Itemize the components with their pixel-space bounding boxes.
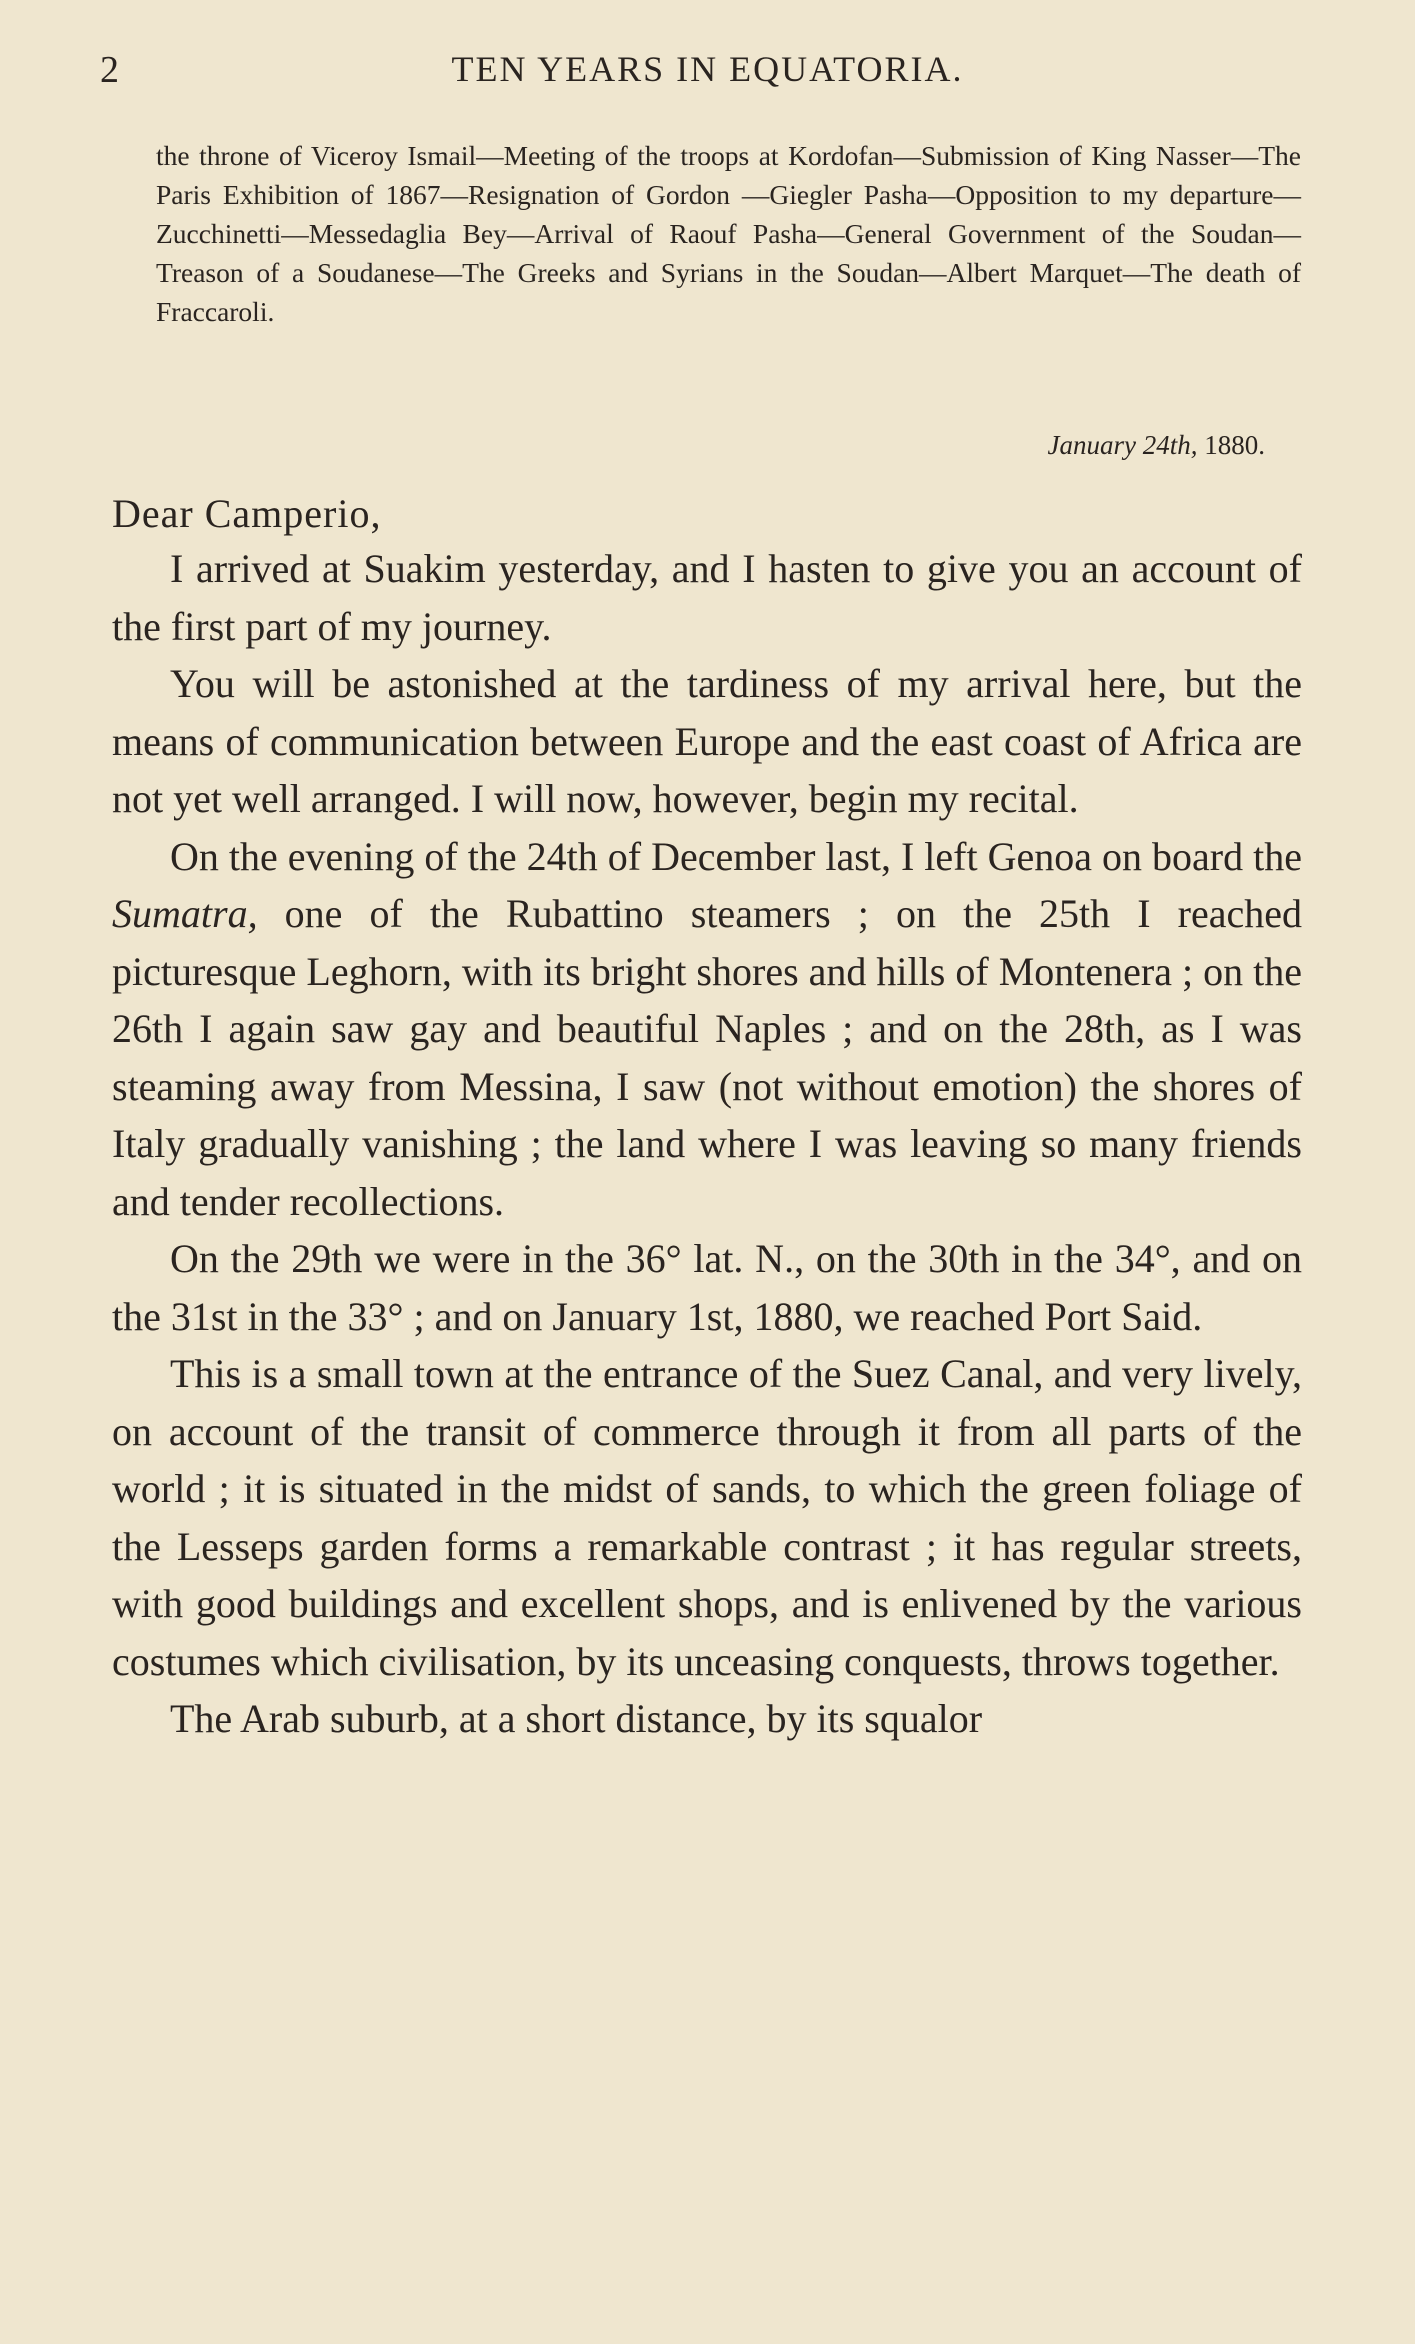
paragraph: On the 29th we were in the 36° lat. N., on the 30th in the 34°, and on the 31st in the 33° ; and on January 1st, 1880, we reached Port Said.	[112, 1236, 1302, 1339]
paragraph: The Arab suburb, at a short distance, by its squalor	[170, 1696, 983, 1741]
date-month: January	[1047, 430, 1136, 460]
paragraph	[112, 828, 1302, 1231]
letter-body	[112, 540, 1302, 1748]
paragraph: I arrived at Suakim yesterday, and I hasten to give you an account of the first part of my journey.	[112, 546, 1302, 649]
page-header	[100, 48, 1315, 104]
salutation: Dear Camperio,	[112, 491, 382, 536]
page-number: 2	[100, 49, 119, 91]
paragraph: You will be astonished at the tardiness of my arrival here, but the means of communication between Europe and the east coast of Africa are not yet well arranged. I will now, however, begin my recital.	[112, 661, 1302, 821]
paragraph-text: On the evening of the 24th of December last, I left Genoa on board the	[170, 833, 1302, 879]
letter-date	[1048, 430, 1266, 461]
paragraph: This is a small town at the entrance of the Suez Canal, and very lively, on account of the transit of commerce through it from all parts of the world ; it is situated in the midst of sands, to which the green foliage of the Lesseps garden forms a remarkable contrast ; it has regular streets, with good buildings and excellent shops, and is enlivened by the various costumes which civilisation, by its unceasing conquests, throws together.	[112, 1351, 1302, 1684]
date-year: 1880.	[1204, 430, 1265, 460]
running-title: TEN YEARS IN EQUATORIA.	[451, 49, 964, 89]
chapter-summary: the throne of Viceroy Ismail—Meeting of the troops at Kordofan—Submission of King Nasser—The Paris Exhibition of 1867—Resignation of Gordon —Giegler Pasha—Opposition to my departure—Zucchinetti—Messedaglia Bey—Arrival of Raouf Pasha—General Government of the Soudan—Treason of a Soudanese—The Greeks and Syrians in the Soudan—Albert Marquet—The death of Fraccaroli.	[156, 140, 1301, 327]
date-day: 24th,	[1142, 430, 1198, 460]
paragraph-text: one of the Rubattino steamers ; on the 25th I reached picturesque Leghorn, with its bright shores and hills of Montenera ; on the 26th I again saw gay and beautiful Naples ; and on the 28th, as I was steaming away from Messina, I saw (not without emotion) the shores of Italy gradually vanishing ; the land where I was leaving so many friends and tender recollections.	[112, 891, 1302, 1224]
ship-name: Sumatra,	[112, 891, 258, 936]
